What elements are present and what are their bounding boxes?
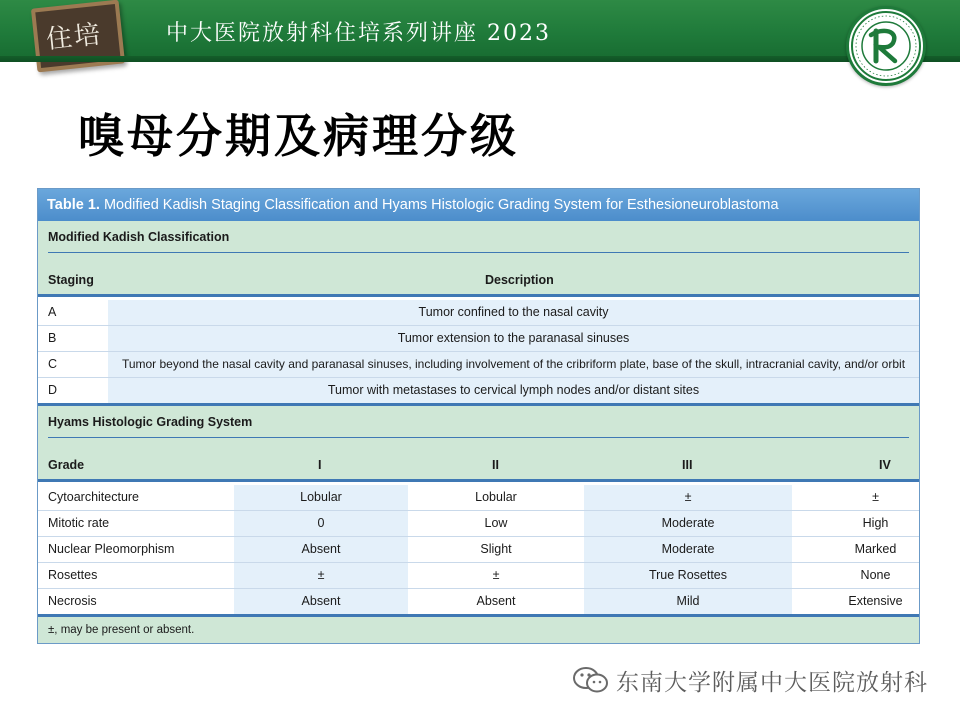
header-divider	[38, 479, 919, 482]
grade-iv-cell: None	[860, 568, 891, 582]
table-row	[38, 511, 919, 536]
stage-cell: C	[48, 357, 58, 371]
grade-iii-cell: Mild	[584, 589, 792, 614]
grade-iv-cell: Extensive	[848, 594, 903, 608]
grade-ii-cell: ±	[492, 568, 500, 582]
badge-text: 住培	[44, 19, 104, 56]
table-footnote: ±, may be present or absent.	[38, 617, 919, 643]
feature-cell: Nuclear Pleomorphism	[48, 542, 175, 556]
table-row	[38, 589, 919, 614]
table-caption	[38, 189, 919, 221]
col-staging: Staging	[48, 273, 94, 287]
grade-iii-cell: True Rosettes	[584, 563, 792, 588]
stage-cell: B	[48, 331, 57, 345]
grade-iv-cell: High	[862, 516, 889, 530]
table-row	[38, 563, 919, 588]
col-grade-iv: IV	[879, 458, 891, 472]
header-banner	[0, 0, 960, 62]
grade-i-cell: Lobular	[234, 485, 408, 510]
table-row	[38, 537, 919, 562]
grade-ii-cell: Low	[484, 516, 508, 530]
table-row	[38, 378, 919, 403]
grade-iii-cell: Moderate	[584, 511, 792, 536]
staging-table	[37, 188, 920, 644]
wechat-icon	[572, 666, 610, 694]
table-row	[38, 300, 919, 325]
table-row	[38, 485, 919, 510]
table-row	[38, 326, 919, 351]
grade-iii-cell: Moderate	[584, 537, 792, 562]
hyams-header-band	[38, 406, 919, 481]
slide-title: 嗅母分期及病理分级	[78, 109, 519, 163]
col-grade-i: I	[318, 458, 322, 472]
feature-cell: Rosettes	[48, 568, 98, 582]
table-row	[38, 352, 919, 377]
section-rule	[48, 437, 909, 438]
feature-cell: Necrosis	[48, 594, 97, 608]
grade-i-cell: Absent	[234, 537, 408, 562]
feature-cell: Mitotic rate	[48, 516, 110, 530]
table-caption-text: Modified Kadish Staging Classification and Hyams Histologic Grading System for Esthesioneuroblastoma	[103, 197, 779, 213]
description-cell: Tumor with metastases to cervical lymph nodes and/or distant sites	[108, 378, 919, 403]
grade-iii-cell: ±	[584, 485, 792, 510]
table-caption-label: Table 1.	[47, 197, 100, 213]
grade-iv-cell: Marked	[854, 542, 897, 556]
banner-title: 中大医院放射科住培系列讲座 2023	[166, 21, 551, 46]
feature-cell: Cytoarchitecture	[48, 490, 140, 504]
description-cell: Tumor confined to the nasal cavity	[108, 300, 919, 325]
header-divider	[38, 294, 919, 297]
grade-ii-cell: Absent	[476, 594, 516, 608]
hospital-logo-icon	[846, 6, 926, 86]
watermark-text: 东南大学附属中大医院放射科	[616, 670, 928, 696]
grade-ii-cell: Lobular	[475, 490, 517, 504]
kadish-section-title: Modified Kadish Classification	[48, 230, 230, 244]
col-grade-iii: III	[682, 458, 693, 472]
description-cell: Tumor extension to the paranasal sinuses	[108, 326, 919, 351]
col-description: Description	[485, 273, 554, 287]
grade-iv-cell: ±	[872, 490, 879, 504]
chalkboard-badge	[31, 0, 125, 72]
section-rule	[48, 252, 909, 253]
col-grade-ii: II	[492, 458, 499, 472]
grade-i-cell: ±	[234, 563, 408, 588]
stage-cell: D	[48, 383, 58, 397]
stage-cell: A	[48, 305, 57, 319]
description-cell: Tumor beyond the nasal cavity and paranasal sinuses, including involvement of the cribriform plate, base of the skull, intracranial cavity, and/or orbit	[108, 352, 919, 377]
grade-i-cell: 0	[234, 511, 408, 536]
col-grade: Grade	[48, 458, 85, 472]
kadish-header-band	[38, 221, 919, 296]
grade-i-cell: Absent	[234, 589, 408, 614]
grade-ii-cell: Slight	[480, 542, 512, 556]
hyams-section-title: Hyams Histologic Grading System	[48, 415, 253, 429]
